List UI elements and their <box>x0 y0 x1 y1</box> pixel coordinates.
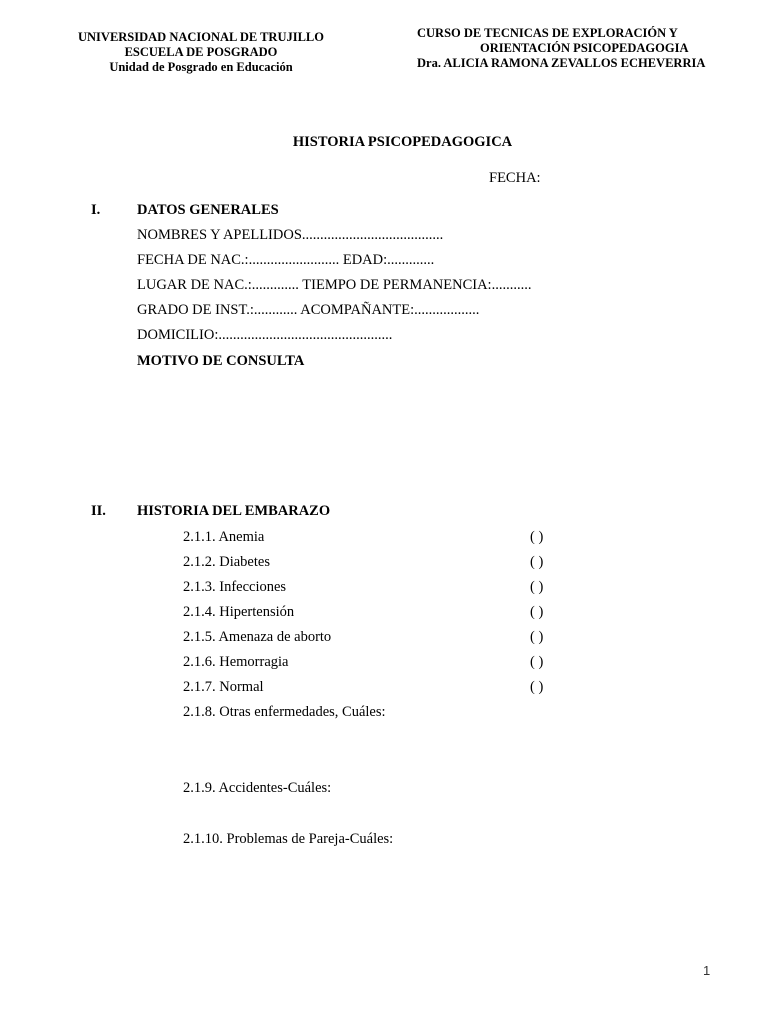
course-title-line1: CURSO DE TECNICAS DE EXPLORACIÓN Y <box>417 26 678 40</box>
education-grade-field: GRADO DE INST.:............ ACOMPAÑANTE:.................. <box>137 302 480 318</box>
institution-header <box>60 30 342 75</box>
list-item: 2.1.2. Diabetes <box>183 554 270 570</box>
school-name: ESCUELA DE POSGRADO <box>124 45 278 59</box>
instructor-name: Dra. ALICIA RAMONA ZEVALLOS ECHEVERRIA <box>417 56 706 70</box>
checkbox: ( ) <box>530 629 544 645</box>
consultation-reason-heading: MOTIVO DE CONSULTA <box>137 353 305 369</box>
checkbox: ( ) <box>530 604 544 620</box>
course-header <box>417 26 727 71</box>
checkbox: ( ) <box>530 554 544 570</box>
date-field: FECHA: <box>489 170 541 186</box>
accidents-field: 2.1.9. Accidentes-Cuáles: <box>183 780 332 796</box>
list-item: 2.1.7. Normal <box>183 679 264 695</box>
section1-number: I. <box>91 202 101 218</box>
list-item: 2.1.1. Anemia <box>183 529 265 545</box>
list-item: 2.1.3. Infecciones <box>183 579 287 595</box>
page-title: HISTORIA PSICOPEDAGOGICA <box>292 134 513 150</box>
list-item: 2.1.6. Hemorragia <box>183 654 289 670</box>
section1-heading: DATOS GENERALES <box>137 202 279 218</box>
university-name: UNIVERSIDAD NACIONAL DE TRUJILLO <box>78 30 324 44</box>
checkbox: ( ) <box>530 654 544 670</box>
birth-date-field: FECHA DE NAC.:......................... EDAD:............. <box>137 252 435 268</box>
course-title-line2: ORIENTACIÓN PSICOPEDAGOGIA <box>480 41 689 55</box>
list-item: 2.1.5. Amenaza de aborto <box>183 629 332 645</box>
names-field: NOMBRES Y APELLIDOS....................................... <box>137 227 444 243</box>
list-item: 2.1.4. Hipertensión <box>183 604 295 620</box>
page-number: 1 <box>703 963 711 978</box>
couple-problems-field: 2.1.10. Problemas de Pareja-Cuáles: <box>183 831 394 847</box>
address-field: DOMICILIO:................................................ <box>137 327 393 343</box>
checkbox: ( ) <box>530 529 544 545</box>
checkbox: ( ) <box>530 579 544 595</box>
other-diseases-field: 2.1.8. Otras enfermedades, Cuáles: <box>183 704 386 720</box>
section2-number: II. <box>91 503 106 519</box>
checkbox: ( ) <box>530 679 544 695</box>
section2-heading: HISTORIA DEL EMBARAZO <box>137 503 331 519</box>
birth-place-field: LUGAR DE NAC.:............. TIEMPO DE PERMANENCIA:........... <box>137 277 532 293</box>
unit-name: Unidad de Posgrado en Educación <box>109 60 293 74</box>
